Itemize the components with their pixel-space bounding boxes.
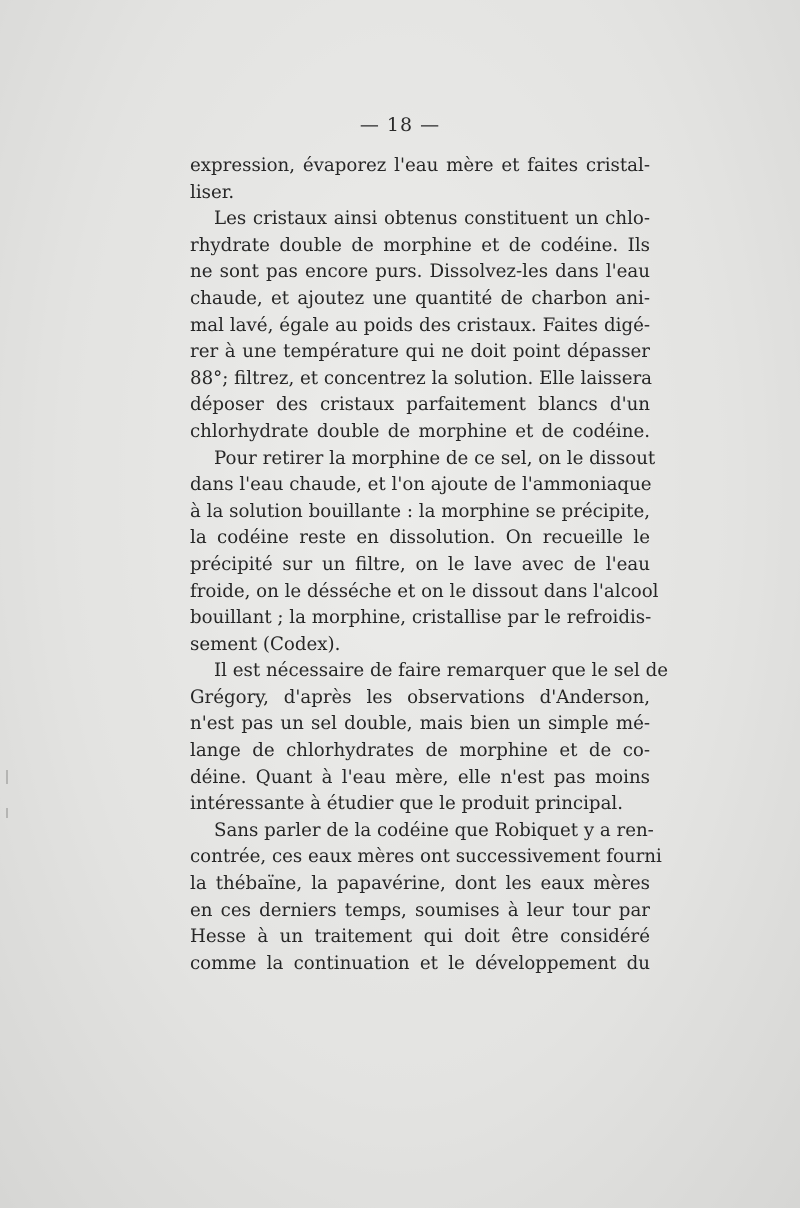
text-line: sement (Codex).	[190, 633, 341, 655]
text-line: n'est pas un sel double, mais bien un simple mé-	[190, 713, 650, 735]
text-line: lange de chlorhydrates de morphine et de co-	[190, 740, 650, 762]
text-line: liser.	[190, 181, 235, 203]
text-line: déine. Quant à l'eau mère, elle n'est pas moins	[190, 766, 650, 788]
text-line: bouillant ; la morphine, cristallise par le refroidis-	[190, 607, 652, 629]
text-line: contrée, ces eaux mères ont successivement fourni	[190, 846, 662, 868]
paragraph-start-line: Les cristaux ainsi obtenus constituent un chlo-	[214, 208, 650, 230]
text-line: rer à une température qui ne doit point dépasser	[190, 341, 650, 363]
body-text	[190, 153, 668, 977]
text-line: intéressante à étudier que le produit principal.	[190, 793, 624, 815]
text-line: Grégory, d'après les observations d'Anderson,	[190, 686, 650, 708]
text-line: à la solution bouillante : la morphine se précipite,	[190, 500, 650, 522]
text-line: ne sont pas encore purs. Dissolvez-les dans l'eau	[190, 261, 650, 283]
text-line: chaude, et ajoutez une quantité de charbon ani-	[190, 287, 650, 309]
page-number: — 18 —	[359, 114, 441, 136]
paper-edge-mark	[6, 808, 8, 818]
paragraph-start-line: Il est nécessaire de faire remarquer que le sel de	[214, 660, 668, 682]
text-line: en ces derniers temps, soumises à leur tour par	[190, 899, 650, 921]
text-line: rhydrate double de morphine et de codéine. Ils	[190, 234, 650, 256]
text-line: 88°; filtrez, et concentrez la solution. Elle laissera	[190, 367, 653, 389]
text-line: dans l'eau chaude, et l'on ajoute de l'ammoniaque	[190, 474, 652, 496]
text-line: chlorhydrate double de morphine et de codéine.	[190, 420, 650, 442]
text-line: la thébaïne, la papavérine, dont les eaux mères	[190, 873, 650, 895]
text-line: mal lavé, égale au poids des cristaux. Faites digé-	[190, 314, 650, 336]
paper-edge-mark	[6, 770, 8, 784]
text-line: précipité sur un filtre, on le lave avec de l'eau	[190, 553, 650, 575]
text-line: expression, évaporez l'eau mère et faites cristal-	[190, 155, 650, 176]
text-line: déposer des cristaux parfaitement blancs d'un	[190, 394, 650, 416]
text-line: Hesse à un traitement qui doit être considéré	[190, 926, 650, 948]
text-line: la codéine reste en dissolution. On recueille le	[190, 527, 650, 549]
paragraph-start-line: Pour retirer la morphine de ce sel, on le dissout	[214, 447, 656, 469]
paragraph-start-line: Sans parler de la codéine que Robiquet y a ren-	[214, 819, 654, 841]
text-line: froide, on le désséche et on le dissout dans l'alcool	[190, 580, 659, 602]
text-line: comme la continuation et le développement du	[190, 952, 650, 974]
